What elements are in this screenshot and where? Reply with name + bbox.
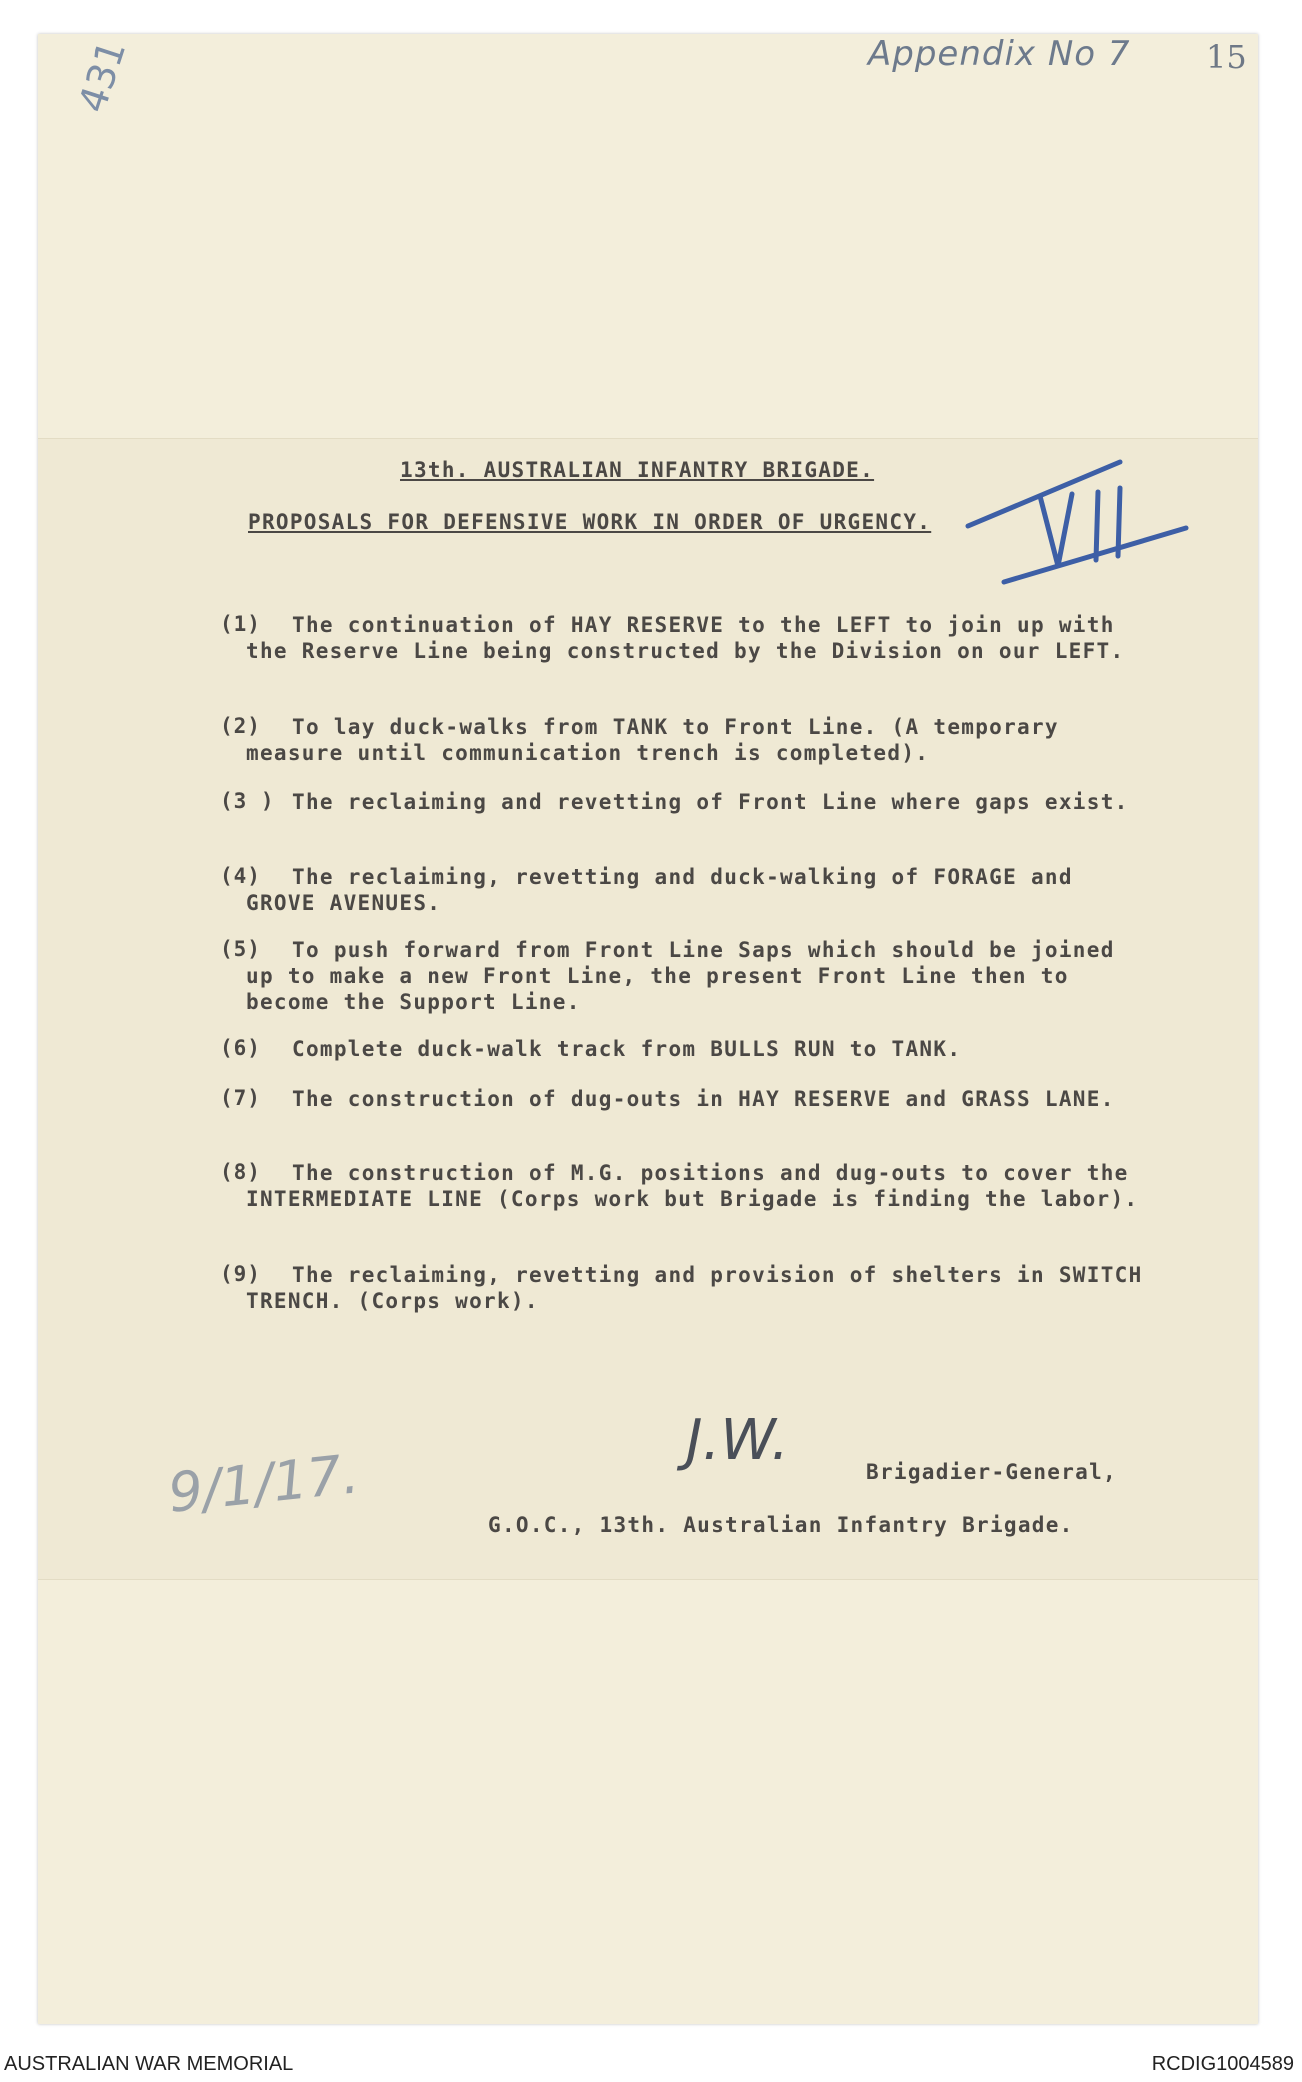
signature-title: Brigadier-General,	[866, 1460, 1117, 1484]
footer-institution: AUSTRALIAN WAR MEMORIAL	[4, 2053, 294, 2075]
proposal-text: The reclaiming, revetting and duck-walking of FORAGE and GROVE AVENUES.	[246, 865, 1073, 915]
proposal-text: The construction of M.G. positions and dug-outs to cover the INTERMEDIATE LINE (Corps work but Brigade is finding the labor).	[246, 1161, 1139, 1211]
proposal-text: The construction of dug-outs in HAY RESERVE and GRASS LANE.	[292, 1087, 1115, 1111]
proposal-number: (8)	[220, 1160, 261, 1184]
page-number: 15	[1206, 38, 1247, 76]
proposal-number: (4)	[220, 864, 261, 888]
folio-number: 431	[70, 35, 135, 118]
signature-initials: J.W.	[686, 1408, 789, 1473]
proposal-text: Complete duck-walk track from BULLS RUN to TANK.	[292, 1037, 962, 1061]
proposal-number: (5)	[220, 937, 261, 961]
proposal-text: To lay duck-walks from TANK to Front Line. (A temporary measure until communication trench is completed).	[246, 715, 1059, 765]
proposal-number: (1)	[220, 612, 261, 636]
document-subheading: PROPOSALS FOR DEFENSIVE WORK IN ORDER OF URGENCY.	[248, 510, 932, 534]
proposal-text: The reclaiming, revetting and provision of shelters in SWITCH TRENCH. (Corps work).	[246, 1263, 1143, 1313]
proposal-number: (3 )	[220, 789, 275, 813]
document-heading: 13th. AUSTRALIAN INFANTRY BRIGADE.	[400, 458, 875, 482]
appendix-annotation: Appendix No 7	[868, 34, 1131, 74]
proposal-text: The reclaiming and revetting of Front Line where gaps exist.	[292, 790, 1129, 814]
proposal-text: To push forward from Front Line Saps which should be joined up to make a new Front Line, the present Front Line then to become the Support Line.	[246, 938, 1115, 1014]
proposal-text: The continuation of HAY RESERVE to the LEFT to join up with the Reserve Line being constructed by the Division on our LEFT.	[246, 613, 1125, 663]
signature-org: G.O.C., 13th. Australian Infantry Brigade.	[488, 1513, 1074, 1537]
proposal-number: (2)	[220, 714, 261, 738]
proposal-number: (7)	[220, 1086, 261, 1110]
roman-numeral-mark	[960, 448, 1190, 588]
proposal-number: (9)	[220, 1262, 261, 1286]
proposal-number: (6)	[220, 1036, 261, 1060]
footer-record-id: RCDIG1004589	[1151, 2053, 1294, 2075]
handwritten-date: 9/1/17.	[165, 1442, 362, 1525]
